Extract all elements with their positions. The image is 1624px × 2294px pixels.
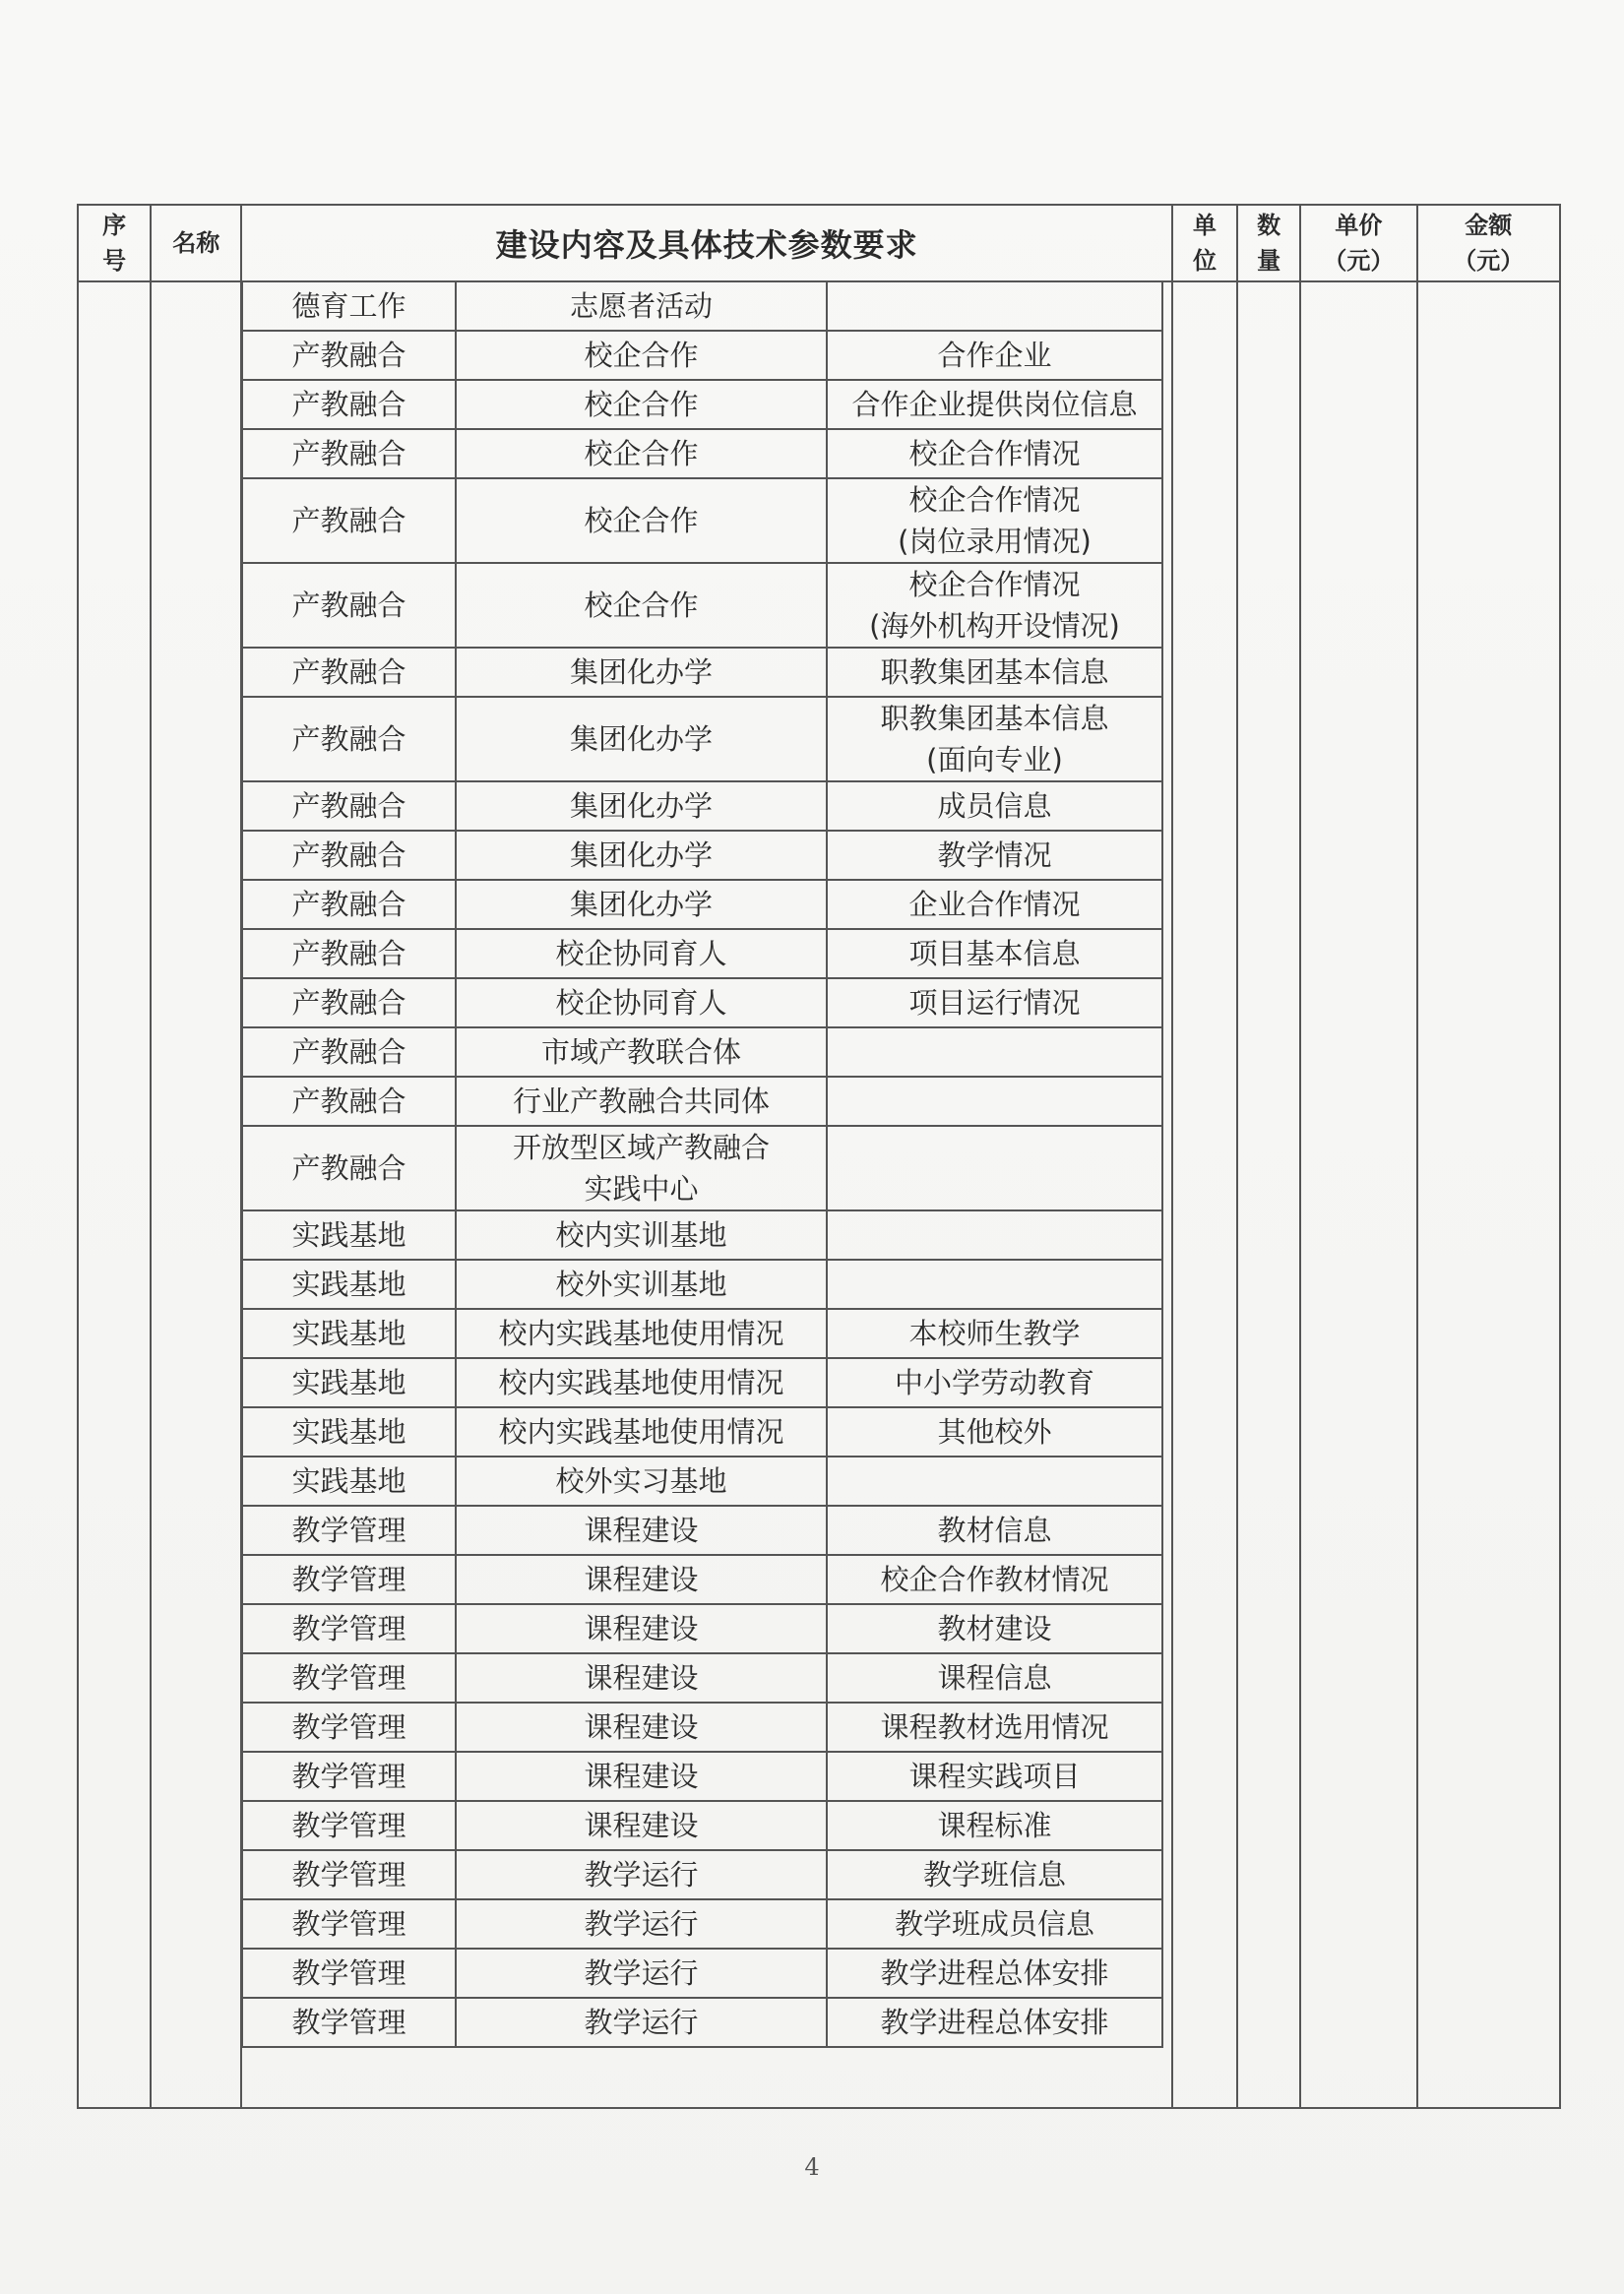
item-cell: 校内实训基地	[456, 1210, 827, 1260]
item-cell: 校内实践基地使用情况	[456, 1309, 827, 1358]
detail-cell	[827, 1027, 1162, 1077]
category-cell: 产教融合	[242, 781, 456, 831]
detail-cell	[827, 281, 1162, 331]
table-row	[242, 1457, 1162, 1506]
header-row	[78, 205, 1560, 281]
page-number: 4	[804, 2153, 820, 2181]
detail-cell: 企业合作情况	[827, 880, 1162, 929]
table-row	[242, 929, 1162, 978]
category-cell: 教学管理	[242, 1506, 456, 1555]
header-amount: 金额 （元）	[1417, 205, 1560, 281]
table-row	[242, 380, 1162, 429]
category-cell: 产教融合	[242, 478, 456, 563]
detail-cell: 教材建设	[827, 1604, 1162, 1653]
table-row	[242, 1077, 1162, 1126]
item-cell: 志愿者活动	[456, 281, 827, 331]
category-cell: 教学管理	[242, 1604, 456, 1653]
detail-cell: 教材信息	[827, 1506, 1162, 1555]
item-cell: 校企合作	[456, 563, 827, 648]
category-cell: 实践基地	[242, 1358, 456, 1407]
category-cell: 实践基地	[242, 1407, 456, 1457]
category-cell: 产教融合	[242, 331, 456, 380]
item-cell: 集团化办学	[456, 781, 827, 831]
detail-cell: 项目运行情况	[827, 978, 1162, 1027]
category-cell: 产教融合	[242, 929, 456, 978]
table-row	[242, 563, 1162, 648]
table-row	[242, 1899, 1162, 1949]
item-cell: 课程建设	[456, 1604, 827, 1653]
category-cell: 教学管理	[242, 1850, 456, 1899]
item-cell: 校企协同育人	[456, 929, 827, 978]
detail-cell	[827, 1126, 1162, 1210]
detail-cell: 其他校外	[827, 1407, 1162, 1457]
detail-cell: 课程标准	[827, 1801, 1162, 1850]
table-row	[242, 1506, 1162, 1555]
header-quantity: 数 量	[1237, 205, 1300, 281]
item-cell: 课程建设	[456, 1703, 827, 1752]
unit-cell	[1172, 281, 1237, 2108]
detail-cell: 教学进程总体安排	[827, 1949, 1162, 1998]
item-cell: 校外实训基地	[456, 1260, 827, 1309]
category-cell: 教学管理	[242, 1752, 456, 1801]
item-cell: 校企合作	[456, 478, 827, 563]
detail-cell: 职教集团基本信息	[827, 648, 1162, 697]
detail-cell	[827, 1260, 1162, 1309]
category-cell: 产教融合	[242, 880, 456, 929]
table-row	[242, 1260, 1162, 1309]
item-cell: 课程建设	[456, 1506, 827, 1555]
detail-cell	[827, 1457, 1162, 1506]
detail-cell: 成员信息	[827, 781, 1162, 831]
item-cell: 集团化办学	[456, 648, 827, 697]
detail-cell: 教学进程总体安排	[827, 1998, 1162, 2047]
category-cell: 实践基地	[242, 1210, 456, 1260]
item-cell: 校企合作	[456, 380, 827, 429]
technical-parameters-table	[241, 280, 1163, 2048]
detail-cell: 合作企业提供岗位信息	[827, 380, 1162, 429]
name-cell	[151, 281, 241, 2108]
category-cell: 教学管理	[242, 1899, 456, 1949]
detail-cell: 教学班信息	[827, 1850, 1162, 1899]
seq-cell	[78, 281, 151, 2108]
table-row	[242, 1126, 1162, 1210]
detail-cell: 课程实践项目	[827, 1752, 1162, 1801]
category-cell: 产教融合	[242, 1077, 456, 1126]
table-row	[242, 1309, 1162, 1358]
category-cell: 教学管理	[242, 1998, 456, 2047]
table-row	[242, 281, 1162, 331]
table-row	[242, 331, 1162, 380]
category-cell: 教学管理	[242, 1555, 456, 1604]
table-row	[242, 1653, 1162, 1703]
detail-cell: 校企合作情况 (岗位录用情况)	[827, 478, 1162, 563]
table-row	[242, 1210, 1162, 1260]
category-cell: 产教融合	[242, 1027, 456, 1077]
table-row	[242, 978, 1162, 1027]
header-unit-price: 单价 （元）	[1300, 205, 1416, 281]
table-row	[242, 880, 1162, 929]
item-cell: 校企合作	[456, 331, 827, 380]
table-row	[242, 1703, 1162, 1752]
header-name: 名称	[151, 205, 241, 281]
detail-cell: 教学班成员信息	[827, 1899, 1162, 1949]
detail-cell: 课程教材选用情况	[827, 1703, 1162, 1752]
table-row	[242, 478, 1162, 563]
category-cell: 实践基地	[242, 1309, 456, 1358]
item-cell: 行业产教融合共同体	[456, 1077, 827, 1126]
detail-cell: 中小学劳动教育	[827, 1358, 1162, 1407]
table-row	[242, 1949, 1162, 1998]
detail-cell: 教学情况	[827, 831, 1162, 880]
table-row	[242, 1407, 1162, 1457]
table-row	[242, 831, 1162, 880]
item-cell: 集团化办学	[456, 880, 827, 929]
item-cell: 集团化办学	[456, 831, 827, 880]
item-cell: 校内实践基地使用情况	[456, 1407, 827, 1457]
table-row	[242, 1604, 1162, 1653]
table-row	[242, 1998, 1162, 2047]
detail-cell	[827, 1077, 1162, 1126]
category-cell: 产教融合	[242, 831, 456, 880]
table-row	[242, 429, 1162, 478]
category-cell: 实践基地	[242, 1457, 456, 1506]
item-cell: 课程建设	[456, 1653, 827, 1703]
detail-cell: 课程信息	[827, 1653, 1162, 1703]
item-cell: 教学运行	[456, 1998, 827, 2047]
amount-cell	[1417, 281, 1560, 2108]
detail-cell: 职教集团基本信息 (面向专业)	[827, 697, 1162, 781]
header-content: 建设内容及具体技术参数要求	[241, 205, 1172, 281]
item-cell: 课程建设	[456, 1555, 827, 1604]
category-cell: 产教融合	[242, 1126, 456, 1210]
category-cell: 产教融合	[242, 429, 456, 478]
table-row	[242, 648, 1162, 697]
table-row	[242, 1358, 1162, 1407]
item-cell: 校外实习基地	[456, 1457, 827, 1506]
item-cell: 校企合作	[456, 429, 827, 478]
category-cell: 教学管理	[242, 1703, 456, 1752]
category-cell: 教学管理	[242, 1653, 456, 1703]
item-cell: 市域产教联合体	[456, 1027, 827, 1077]
table-row	[242, 697, 1162, 781]
category-cell: 教学管理	[242, 1949, 456, 1998]
detail-cell: 本校师生教学	[827, 1309, 1162, 1358]
category-cell: 教学管理	[242, 1801, 456, 1850]
item-cell: 教学运行	[456, 1949, 827, 1998]
table-row	[242, 781, 1162, 831]
detail-cell: 校企合作情况	[827, 429, 1162, 478]
item-cell: 教学运行	[456, 1899, 827, 1949]
table-row	[242, 1027, 1162, 1077]
table-row	[242, 1850, 1162, 1899]
item-cell: 课程建设	[456, 1752, 827, 1801]
item-cell: 开放型区域产教融合 实践中心	[456, 1126, 827, 1210]
category-cell: 产教融合	[242, 648, 456, 697]
quantity-cell	[1237, 281, 1300, 2108]
item-cell: 校内实践基地使用情况	[456, 1358, 827, 1407]
item-cell: 集团化办学	[456, 697, 827, 781]
category-cell: 实践基地	[242, 1260, 456, 1309]
table-row	[242, 1752, 1162, 1801]
category-cell: 产教融合	[242, 978, 456, 1027]
detail-cell	[827, 1210, 1162, 1260]
detail-cell: 校企合作情况 (海外机构开设情况)	[827, 563, 1162, 648]
unit-price-cell	[1300, 281, 1416, 2108]
category-cell: 产教融合	[242, 697, 456, 781]
item-cell: 校企协同育人	[456, 978, 827, 1027]
detail-cell: 校企合作教材情况	[827, 1555, 1162, 1604]
table-row	[242, 1801, 1162, 1850]
detail-cell: 项目基本信息	[827, 929, 1162, 978]
header-unit: 单 位	[1172, 205, 1237, 281]
category-cell: 产教融合	[242, 380, 456, 429]
header-seq: 序 号	[78, 205, 151, 281]
detail-cell: 合作企业	[827, 331, 1162, 380]
category-cell: 德育工作	[242, 281, 456, 331]
category-cell: 产教融合	[242, 563, 456, 648]
item-cell: 课程建设	[456, 1801, 827, 1850]
item-cell: 教学运行	[456, 1850, 827, 1899]
table-row	[242, 1555, 1162, 1604]
